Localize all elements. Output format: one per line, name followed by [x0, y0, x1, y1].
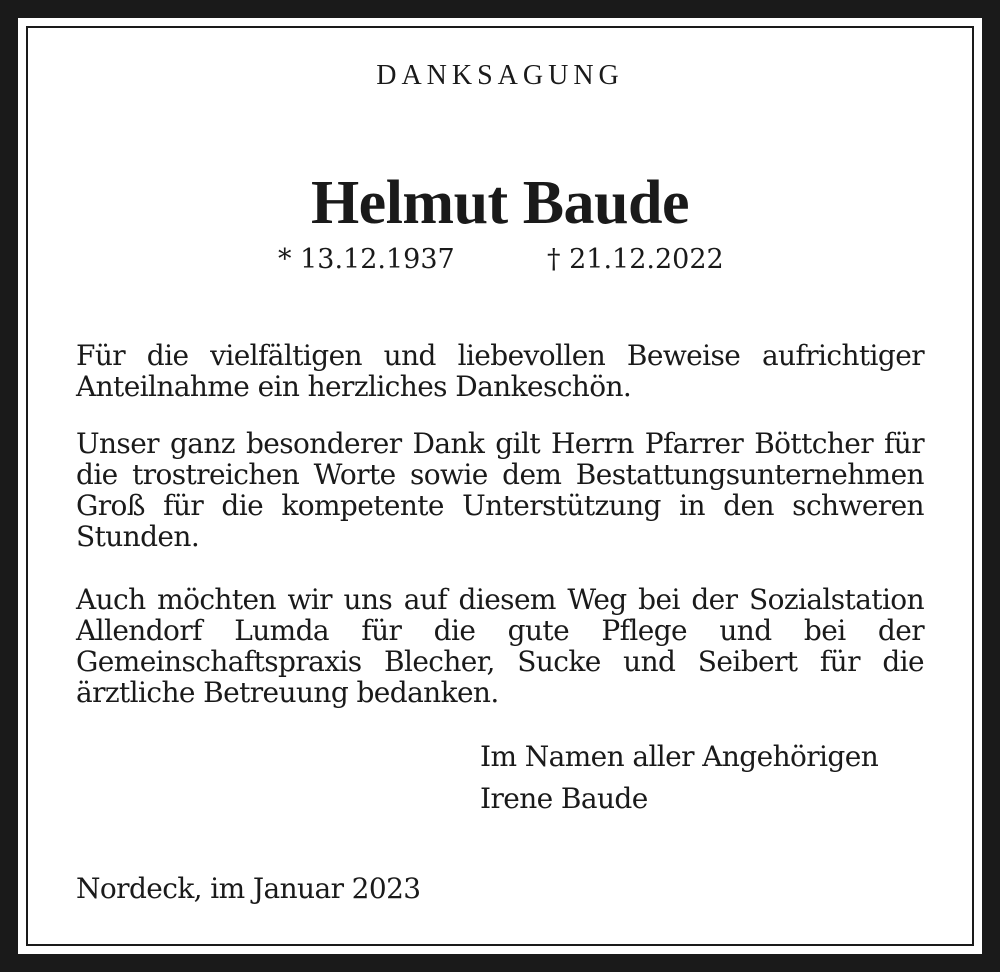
birth-date: * 13.12.1937	[278, 244, 455, 275]
place-and-date: Nordeck, im Januar 2023	[76, 872, 421, 905]
notice-heading: DANKSAGUNG	[376, 60, 624, 91]
thanks-paragraph-3: Auch möchten wir uns auf diesem Weg bei der Sozialstation Allendorf Lumda für die gute Pflege und bei der Gemeinschaftspraxis Blecher, Sucke und Seibert für die ärztliche Betreuung bedanken.	[76, 583, 924, 709]
deceased-name: Helmut Baude	[310, 169, 690, 237]
signature-name: Irene Baude	[480, 782, 648, 815]
death-date: † 21.12.2022	[547, 244, 724, 275]
signature-line-1: Im Namen aller Angehörigen	[480, 740, 879, 773]
thanks-paragraph-1: Für die vielfältigen und liebevollen Beweise aufrichtiger Anteilnahme ein herzliches Dankeschön.	[76, 339, 924, 403]
thanks-paragraph-2: Unser ganz besonderer Dank gilt Herrn Pfarrer Böttcher für die trostreichen Worte sowie dem Bestattungsunternehmen Groß für die kompetente Unterstützung in den schweren Stunden.	[76, 427, 924, 553]
